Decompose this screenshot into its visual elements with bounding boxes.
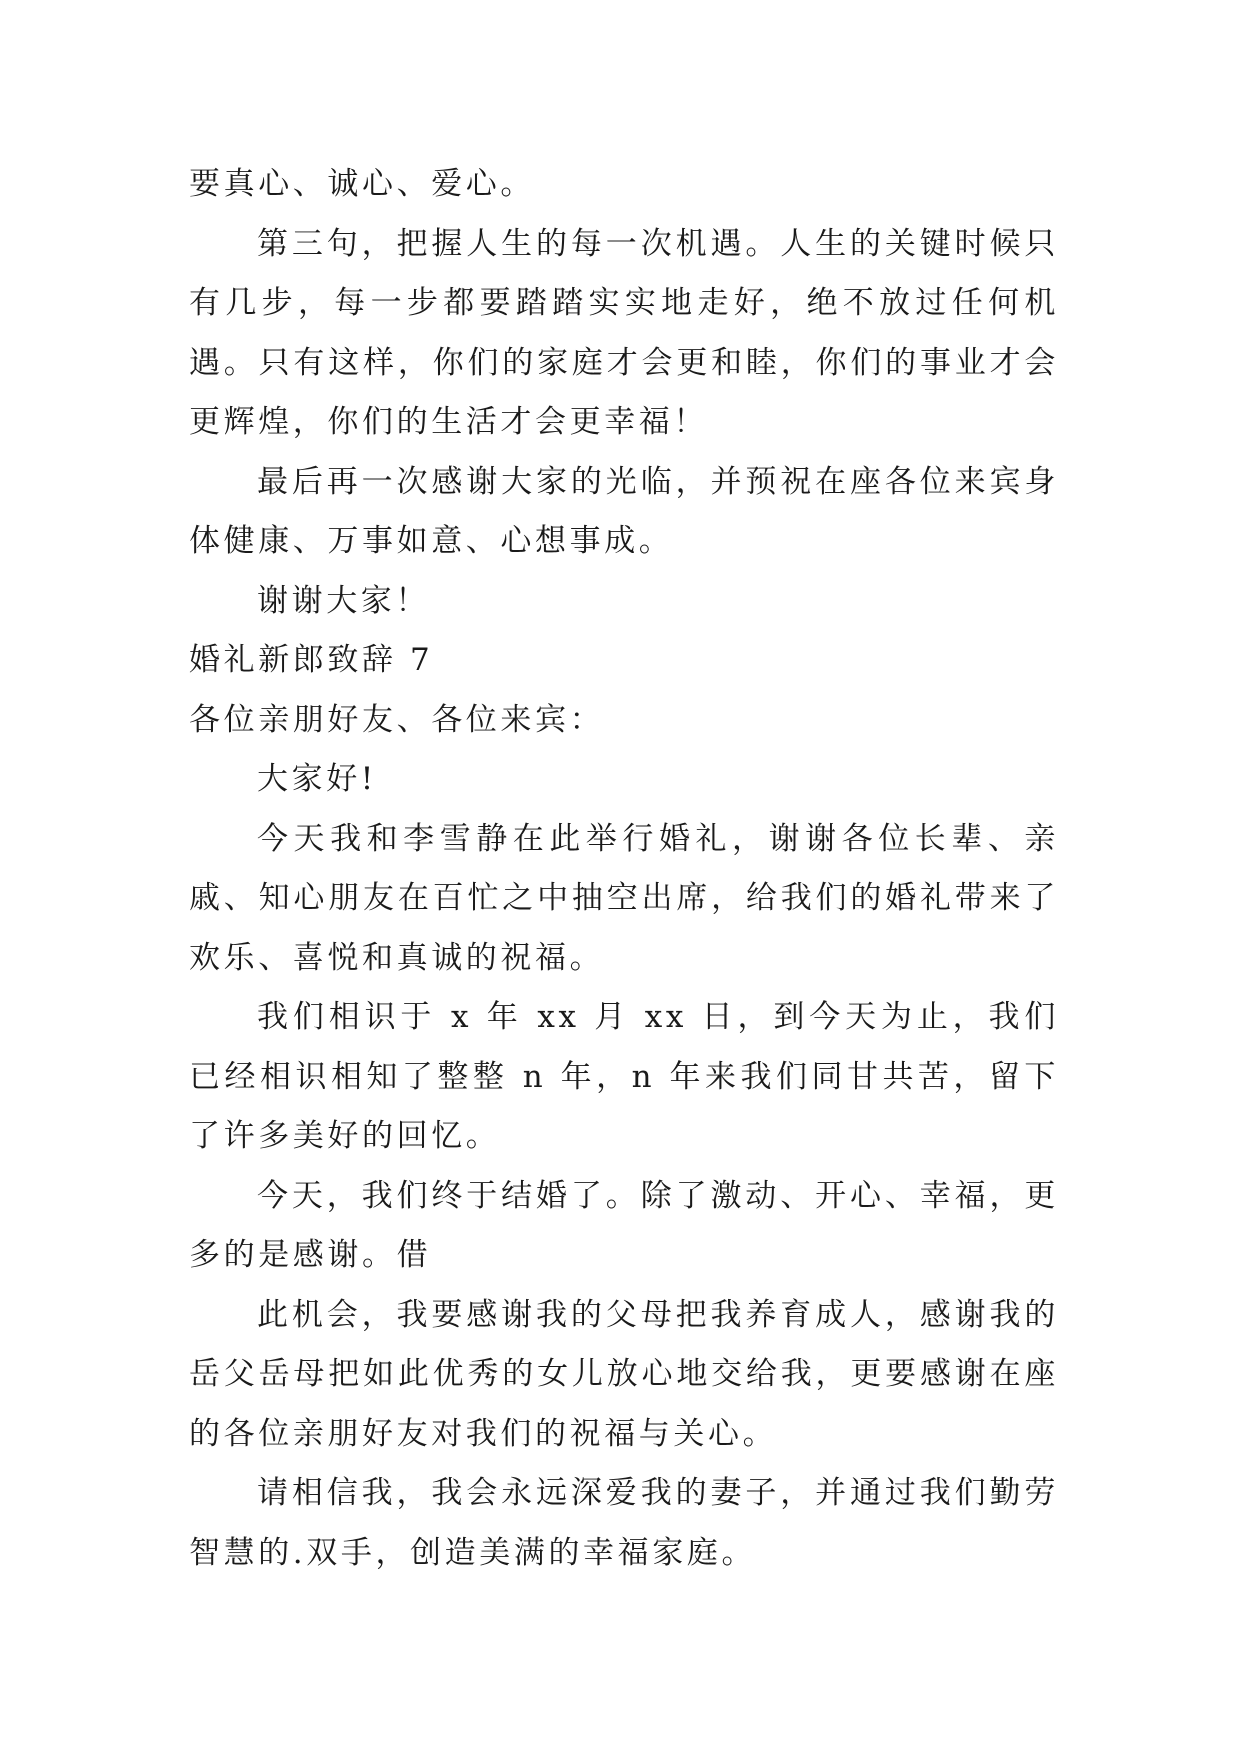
paragraph-8: 今天我和李雪静在此举行婚礼，谢谢各位长辈、亲戚、知心朋友在百忙之中抽空出席，给我们的婚礼带来了欢乐、喜悦和真诚的祝福。	[189, 820, 1059, 976]
paragraph-1: 要真心、诚心、爱心。	[189, 166, 535, 202]
paragraph-9: 我们相识于 x 年 xx 月 xx 日，到今天为止，我们已经相识相知了整整 n 年，n 年来我们同甘共苦，留下了许多美好的回忆。	[189, 999, 1059, 1154]
salutation: 各位亲朋好友、各位来宾：	[189, 701, 605, 738]
section-heading: 婚礼新郎致辞 7	[189, 642, 434, 678]
greeting: 大家好!	[257, 761, 377, 797]
paragraph-12: 请相信我，我会永远深爱我的妻子，并通过我们勤劳智慧的.双手，创造美满的幸福家庭。	[189, 1475, 1059, 1571]
paragraph-2: 第三句，把握人生的每一次机遇。人生的关键时候只有几步，每一步都要踏踏实实地走好，绝不放过任何机遇。只有这样，你们的家庭才会更和睦，你们的事业才会更辉煌，你们的生活才会更幸福！	[189, 225, 1059, 440]
paragraph-11: 此机会，我要感谢我的父母把我养育成人，感谢我的岳父岳母把如此优秀的女儿放心地交给我，更要感谢在座的各位亲朋好友对我们的祝福与关心。	[189, 1296, 1059, 1452]
document-body	[189, 155, 1059, 1583]
paragraph-3: 最后再一次感谢大家的光临，并预祝在座各位来宾身体健康、万事如意、心想事成。	[189, 463, 1059, 559]
paragraph-4: 谢谢大家！	[257, 582, 430, 619]
paragraph-10: 今天，我们终于结婚了。除了激动、开心、幸福，更多的是感谢。借	[189, 1177, 1059, 1273]
